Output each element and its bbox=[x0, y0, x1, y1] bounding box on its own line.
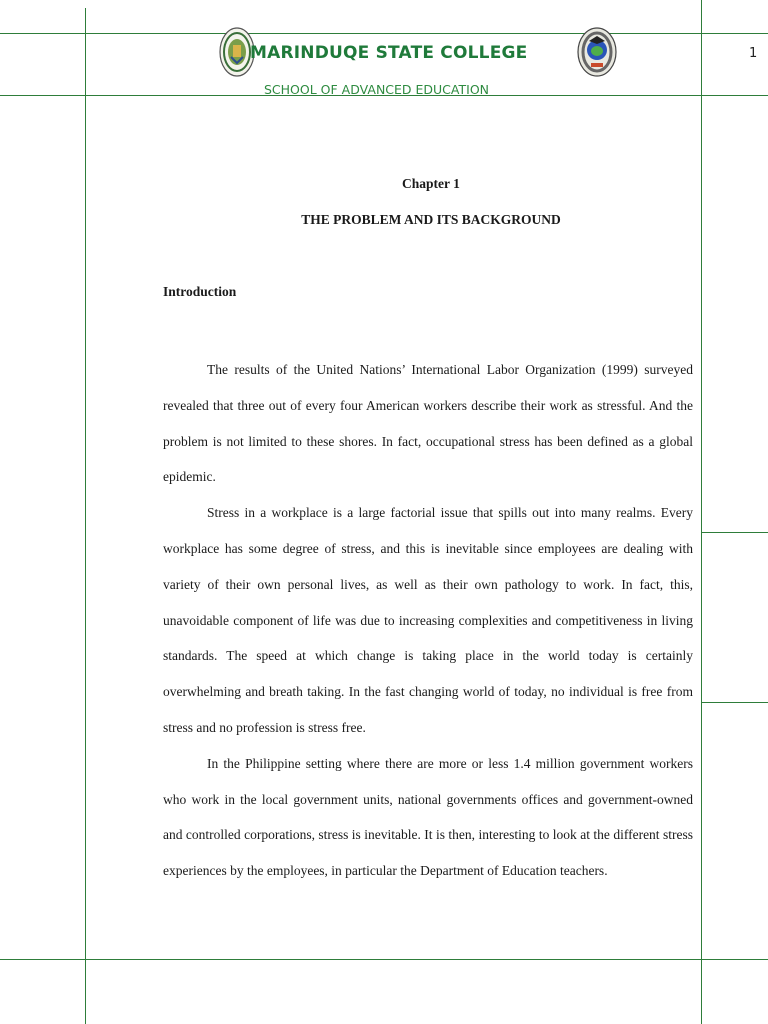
left-margin-rule bbox=[85, 8, 86, 1024]
section-heading: Introduction bbox=[163, 284, 237, 299]
college-name: MARINDUQE STATE COLLEGE bbox=[250, 43, 528, 63]
paragraph: In the Philippine setting where there are more or less 1.4 million government workers who work in the local government units, national governments offices and government-owned and controlled corporations, stress is inevitable. It is then, interesting to look at the different stress experiences by the employees, in particular the Department of Education teachers. bbox=[163, 755, 693, 879]
paragraph: The results of the United Nations’ International Labor Organization (1999) surveyed revealed that three out of every four American workers describe their work as stressful. And the problem is not limited to these shores. In fact, occupational stress has been defined as a global epidemic. bbox=[163, 362, 693, 485]
right-margin-rule bbox=[701, 0, 702, 1024]
header-top-rule bbox=[0, 33, 768, 34]
school-name: SCHOOL OF ADVANCED EDUCATION bbox=[264, 82, 490, 97]
paragraph: Stress in a workplace is a large factorial issue that spills out into many realms. Every workplace has some degree of stress, and this is inevitable since employees are dealing with variety of their own personal lives, as well as their own pathology to work. In fact, this, unavoidable component of life was due to increasing complexities and competitiveness in living standards. The speed at which change is taking place in the world today is certainly overwhelming and breath taking. In the fast changing world of today, no individual is free from stress and no profession is stress free. bbox=[163, 505, 693, 735]
right-side-rule-upper bbox=[701, 532, 768, 533]
body-text bbox=[163, 352, 693, 889]
footer-rule bbox=[0, 959, 768, 960]
chapter-label: Chapter 1 bbox=[402, 176, 460, 191]
right-side-rule-lower bbox=[701, 702, 768, 703]
page-number: 1 bbox=[749, 46, 758, 61]
school-seal-icon bbox=[577, 27, 617, 77]
chapter-title: THE PROBLEM AND ITS BACKGROUND bbox=[301, 212, 561, 227]
